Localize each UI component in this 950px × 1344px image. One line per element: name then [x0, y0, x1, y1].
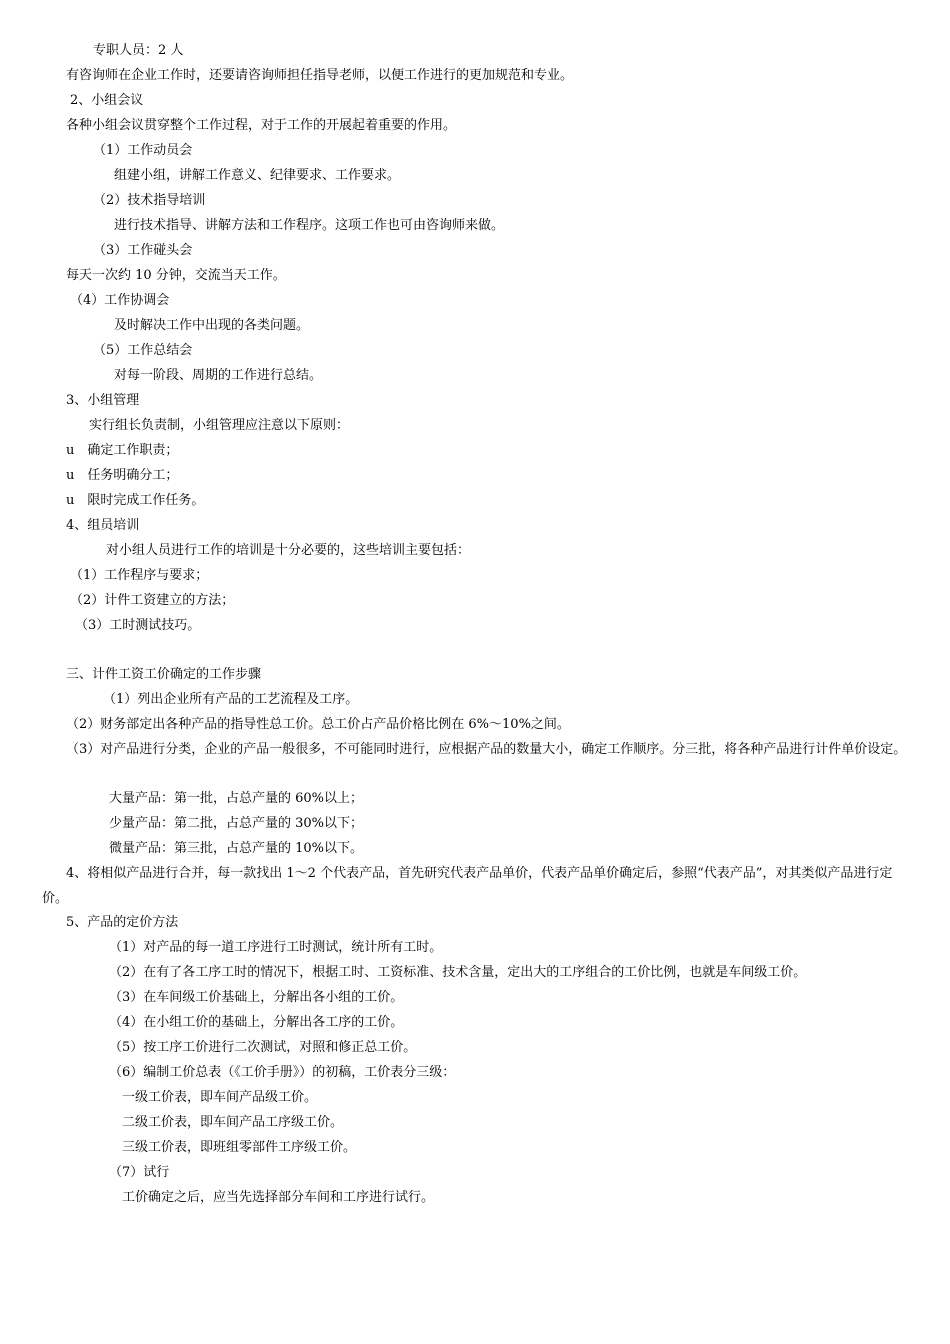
text-line: 进行技术指导、讲解方法和工作程序。这项工作也可由咨询师来做。 [114, 218, 505, 233]
list-item: （2）财务部定出各种产品的指导性总工价。总工价占产品价格比例在 6%～10%之间。 [66, 717, 570, 732]
list-item: 大量产品：第一批，占总产量的 60%以上； [109, 791, 364, 806]
paragraph: （3）对产品进行分类，企业的产品一般很多，不可能同时进行，应根据产品的数量大小，确定工作顺序。分三批，将各种产品进行计件单价设定。 [66, 742, 907, 757]
list-item: u 限时完成工作任务。 [66, 493, 205, 508]
section-heading: 3、小组管理 [66, 393, 140, 408]
chapter-heading: 三、计件工资工价确定的工作步骤 [66, 667, 262, 682]
list-item: （3）在车间级工价基础上，分解出各小组的工价。 [109, 990, 404, 1005]
text-line: 有咨询师在企业工作时，还要请咨询师担任指导老师，以便工作进行的更加规范和专业。 [66, 68, 574, 83]
text-line: 每天一次约 10 分钟，交流当天工作。 [66, 268, 286, 283]
list-item: （5）按工序工价进行二次测试，对照和修正总工价。 [109, 1040, 417, 1055]
text-line: 二级工价表，即车间产品工序级工价。 [122, 1115, 344, 1130]
list-item: 微量产品：第三批，占总产量的 10%以下。 [109, 841, 364, 856]
subsection-heading: （1）工作动员会 [93, 143, 193, 158]
text-line: 及时解决工作中出现的各类问题。 [114, 318, 310, 333]
section-heading: 4、组员培训 [66, 518, 140, 533]
text-line: 对小组人员进行工作的培训是十分必要的，这些培训主要包括： [106, 543, 471, 558]
subsection-heading: （4）工作协调会 [70, 293, 170, 308]
paragraph: 4、将相似产品进行合并，每一款找出 1～2 个代表产品，首先研究代表产品单价，代表产品单价确定后，参照“代表产品”，对其类似产品进行定价。 [42, 866, 893, 906]
list-item: （1）列出企业所有产品的工艺流程及工序。 [103, 692, 359, 707]
subsection-heading: （2）技术指导培训 [93, 193, 206, 208]
text-line: 三级工价表，即班组零部件工序级工价。 [122, 1140, 357, 1155]
subsection-heading: （5）工作总结会 [93, 343, 193, 358]
list-item: （2）在有了各工序工时的情况下，根据工时、工资标准、技术含量，定出大的工序组合的工价比例，也就是车间级工价。 [109, 965, 807, 980]
list-item: u 确定工作职责； [66, 443, 179, 458]
list-item: u 任务明确分工； [66, 468, 179, 483]
list-item: （4）在小组工价的基础上，分解出各工序的工价。 [109, 1015, 404, 1030]
list-item: （3）工时测试技巧。 [75, 618, 201, 633]
text-line: 工价确定之后，应当先选择部分车间和工序进行试行。 [122, 1190, 435, 1205]
list-item: （1）工作程序与要求； [70, 568, 209, 583]
subsection-heading: （3）工作碰头会 [93, 243, 193, 258]
text-line: 组建小组，讲解工作意义、纪律要求、工作要求。 [114, 168, 401, 183]
list-item: 少量产品：第二批，占总产量的 30%以下； [109, 816, 364, 831]
text-line: 一级工价表，即车间产品级工价。 [122, 1090, 318, 1105]
list-item: （1）对产品的每一道工序进行工时测试，统计所有工时。 [109, 940, 443, 955]
text-line: 实行组长负责制，小组管理应注意以下原则： [89, 418, 350, 433]
text-line: 专职人员：2 人 [93, 43, 184, 58]
subsection-heading: （7）试行 [109, 1165, 170, 1180]
text-line: 各种小组会议贯穿整个工作过程，对于工作的开展起着重要的作用。 [66, 118, 457, 133]
text-line: 对每一阶段、周期的工作进行总结。 [114, 368, 323, 383]
section-heading: 2、小组会议 [70, 93, 144, 108]
list-item: （2）计件工资建立的方法； [70, 593, 235, 608]
list-item: （6）编制工价总表（《工价手册》）的初稿，工价表分三级： [109, 1065, 456, 1080]
section-heading: 5、产品的定价方法 [66, 915, 179, 930]
